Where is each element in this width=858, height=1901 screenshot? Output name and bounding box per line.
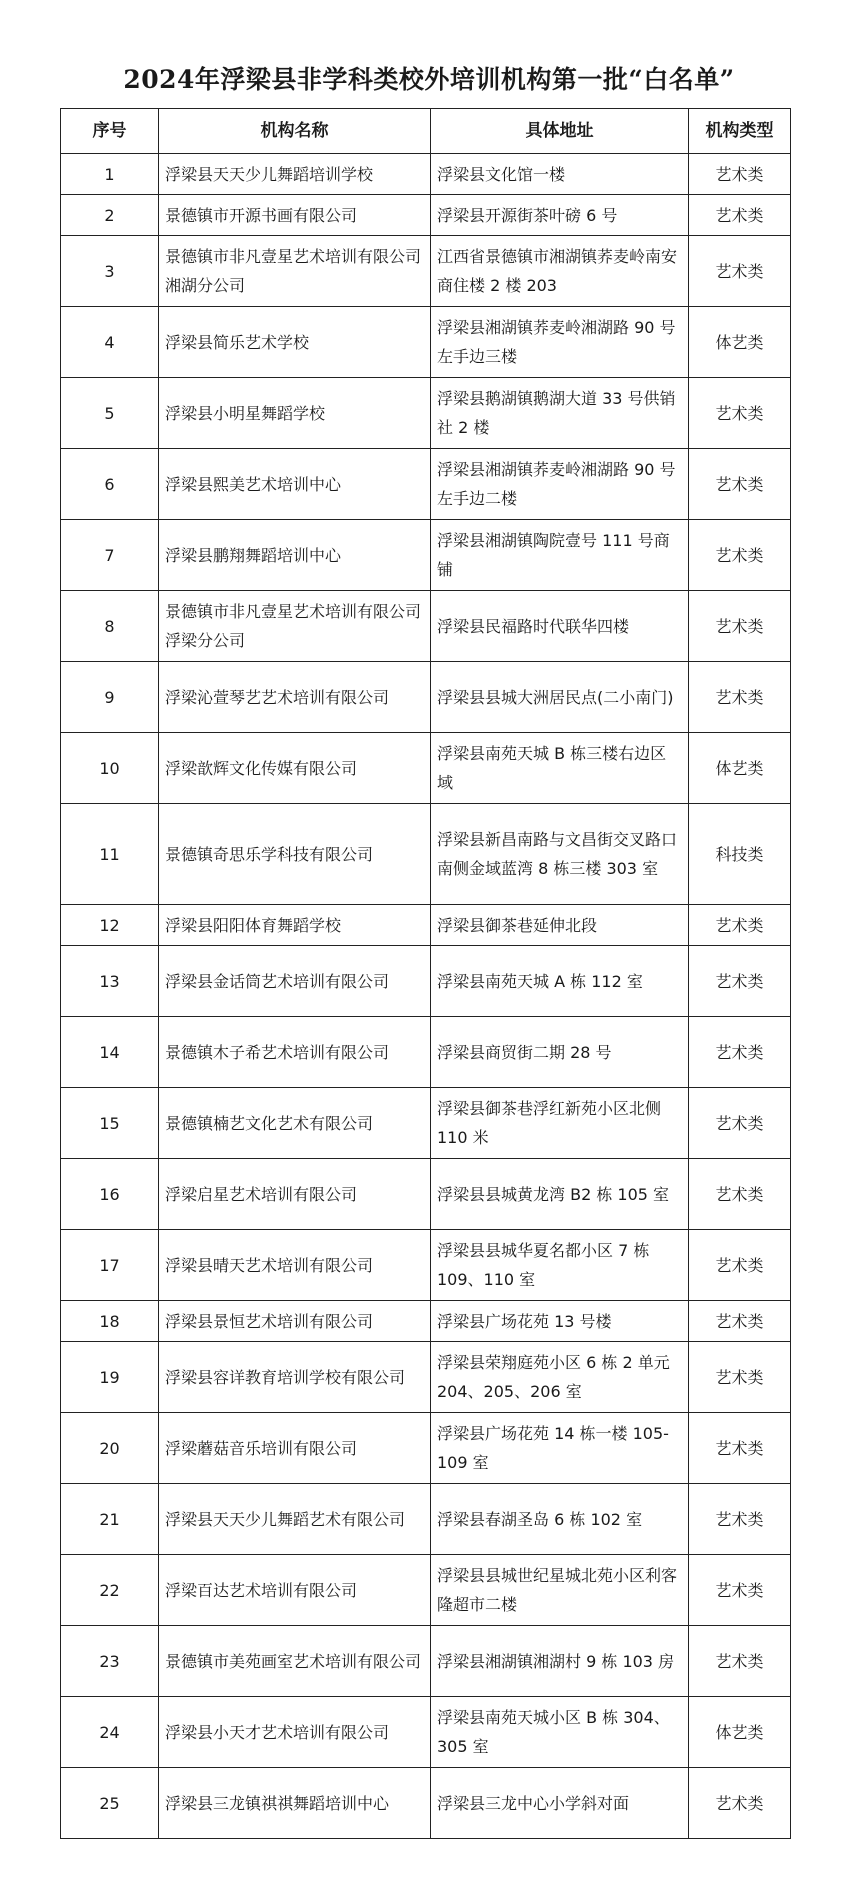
cell-type: 艺术类 <box>689 195 791 236</box>
cell-address: 浮梁县御茶巷延伸北段 <box>431 905 689 946</box>
cell-address: 浮梁县县城大洲居民点(二小南门) <box>431 662 689 733</box>
cell-name: 景德镇木子希艺术培训有限公司 <box>159 1017 431 1088</box>
cell-address: 浮梁县县城黄龙湾 B2 栋 105 室 <box>431 1159 689 1230</box>
cell-name: 景德镇市非凡壹星艺术培训有限公司湘湖分公司 <box>159 236 431 307</box>
table-row <box>61 733 791 804</box>
cell-name: 浮梁县简乐艺术学校 <box>159 307 431 378</box>
cell-number: 1 <box>61 154 159 195</box>
table-row <box>61 236 791 307</box>
cell-name: 浮梁县小明星舞蹈学校 <box>159 378 431 449</box>
cell-number: 19 <box>61 1342 159 1413</box>
cell-name: 浮梁县金话筒艺术培训有限公司 <box>159 946 431 1017</box>
table-body <box>61 154 791 1839</box>
cell-type: 艺术类 <box>689 154 791 195</box>
cell-address: 浮梁县春湖圣岛 6 栋 102 室 <box>431 1484 689 1555</box>
cell-name: 景德镇市美苑画室艺术培训有限公司 <box>159 1626 431 1697</box>
cell-number: 15 <box>61 1088 159 1159</box>
cell-number: 17 <box>61 1230 159 1301</box>
cell-type: 艺术类 <box>689 1230 791 1301</box>
cell-address: 浮梁县南苑天城 B 栋三楼右边区域 <box>431 733 689 804</box>
cell-name: 浮梁县熙美艺术培训中心 <box>159 449 431 520</box>
table-row <box>61 307 791 378</box>
whitelist-table <box>60 108 791 1839</box>
cell-number: 24 <box>61 1697 159 1768</box>
table-row <box>61 154 791 195</box>
cell-address: 浮梁县南苑天城 A 栋 112 室 <box>431 946 689 1017</box>
table-row <box>61 662 791 733</box>
table-row <box>61 1159 791 1230</box>
table-row <box>61 1626 791 1697</box>
cell-type: 艺术类 <box>689 1088 791 1159</box>
table-row <box>61 804 791 905</box>
table-row <box>61 1697 791 1768</box>
table-row <box>61 1088 791 1159</box>
cell-number: 13 <box>61 946 159 1017</box>
table-row <box>61 946 791 1017</box>
cell-name: 浮梁县三龙镇祺祺舞蹈培训中心 <box>159 1768 431 1839</box>
header-institution-name: 机构名称 <box>159 109 431 154</box>
cell-name: 浮梁县晴天艺术培训有限公司 <box>159 1230 431 1301</box>
cell-address: 浮梁县商贸街二期 28 号 <box>431 1017 689 1088</box>
header-number: 序号 <box>61 109 159 154</box>
cell-address: 浮梁县广场花苑 13 号楼 <box>431 1301 689 1342</box>
cell-number: 3 <box>61 236 159 307</box>
cell-type: 艺术类 <box>689 1413 791 1484</box>
cell-number: 14 <box>61 1017 159 1088</box>
cell-type: 艺术类 <box>689 1484 791 1555</box>
cell-type: 科技类 <box>689 804 791 905</box>
cell-address: 浮梁县湘湖镇荞麦岭湘湖路 90 号左手边三楼 <box>431 307 689 378</box>
table-row <box>61 195 791 236</box>
cell-name: 浮梁县鹏翔舞蹈培训中心 <box>159 520 431 591</box>
cell-name: 景德镇市非凡壹星艺术培训有限公司浮梁分公司 <box>159 591 431 662</box>
table-row <box>61 520 791 591</box>
cell-address: 浮梁县开源街茶叶磅 6 号 <box>431 195 689 236</box>
cell-type: 艺术类 <box>689 1342 791 1413</box>
cell-name: 浮梁县阳阳体育舞蹈学校 <box>159 905 431 946</box>
cell-type: 艺术类 <box>689 1301 791 1342</box>
page-title: 2024年浮梁县非学科类校外培训机构第一批“白名单” <box>123 65 735 94</box>
cell-type: 艺术类 <box>689 905 791 946</box>
table-row <box>61 591 791 662</box>
cell-type: 体艺类 <box>689 307 791 378</box>
cell-type: 艺术类 <box>689 1555 791 1626</box>
cell-name: 浮梁县容详教育培训学校有限公司 <box>159 1342 431 1413</box>
table-row <box>61 1301 791 1342</box>
cell-number: 21 <box>61 1484 159 1555</box>
table-row <box>61 905 791 946</box>
cell-name: 浮梁县小天才艺术培训有限公司 <box>159 1697 431 1768</box>
cell-address: 浮梁县湘湖镇湘湖村 9 栋 103 房 <box>431 1626 689 1697</box>
cell-type: 艺术类 <box>689 1768 791 1839</box>
table-row <box>61 1768 791 1839</box>
cell-number: 6 <box>61 449 159 520</box>
cell-type: 体艺类 <box>689 733 791 804</box>
table-row <box>61 1555 791 1626</box>
cell-number: 18 <box>61 1301 159 1342</box>
table-row <box>61 449 791 520</box>
cell-number: 25 <box>61 1768 159 1839</box>
cell-number: 4 <box>61 307 159 378</box>
cell-type: 艺术类 <box>689 236 791 307</box>
cell-type: 艺术类 <box>689 1626 791 1697</box>
table-row <box>61 378 791 449</box>
cell-type: 艺术类 <box>689 449 791 520</box>
cell-number: 16 <box>61 1159 159 1230</box>
cell-address: 浮梁县御茶巷浮红新苑小区北侧 110 米 <box>431 1088 689 1159</box>
table-row <box>61 1484 791 1555</box>
cell-address: 浮梁县湘湖镇陶院壹号 111 号商铺 <box>431 520 689 591</box>
cell-address: 浮梁县民福路时代联华四楼 <box>431 591 689 662</box>
cell-address: 浮梁县县城世纪星城北苑小区利客隆超市二楼 <box>431 1555 689 1626</box>
cell-name: 浮梁沁萱琴艺艺术培训有限公司 <box>159 662 431 733</box>
cell-address: 浮梁县县城华夏名都小区 7 栋 109、110 室 <box>431 1230 689 1301</box>
table-row <box>61 1230 791 1301</box>
cell-address: 浮梁县鹅湖镇鹅湖大道 33 号供销社 2 楼 <box>431 378 689 449</box>
table-row <box>61 1413 791 1484</box>
cell-number: 20 <box>61 1413 159 1484</box>
cell-name: 浮梁县天天少儿舞蹈培训学校 <box>159 154 431 195</box>
cell-number: 22 <box>61 1555 159 1626</box>
cell-type: 体艺类 <box>689 1697 791 1768</box>
cell-number: 23 <box>61 1626 159 1697</box>
cell-type: 艺术类 <box>689 662 791 733</box>
cell-address: 浮梁县文化馆一楼 <box>431 154 689 195</box>
cell-address: 浮梁县三龙中心小学斜对面 <box>431 1768 689 1839</box>
cell-address: 江西省景德镇市湘湖镇荞麦岭南安商住楼 2 楼 203 <box>431 236 689 307</box>
cell-name: 景德镇奇思乐学科技有限公司 <box>159 804 431 905</box>
header-institution-type: 机构类型 <box>689 109 791 154</box>
cell-address: 浮梁县荣翔庭苑小区 6 栋 2 单元 204、205、206 室 <box>431 1342 689 1413</box>
cell-number: 8 <box>61 591 159 662</box>
cell-type: 艺术类 <box>689 1159 791 1230</box>
cell-type: 艺术类 <box>689 520 791 591</box>
cell-number: 11 <box>61 804 159 905</box>
cell-number: 5 <box>61 378 159 449</box>
cell-type: 艺术类 <box>689 591 791 662</box>
cell-name: 景德镇楠艺文化艺术有限公司 <box>159 1088 431 1159</box>
cell-number: 7 <box>61 520 159 591</box>
cell-name: 景德镇市开源书画有限公司 <box>159 195 431 236</box>
cell-name: 浮梁启星艺术培训有限公司 <box>159 1159 431 1230</box>
cell-number: 9 <box>61 662 159 733</box>
cell-type: 艺术类 <box>689 378 791 449</box>
cell-address: 浮梁县南苑天城小区 B 栋 304、305 室 <box>431 1697 689 1768</box>
cell-number: 12 <box>61 905 159 946</box>
cell-name: 浮梁县天天少儿舞蹈艺术有限公司 <box>159 1484 431 1555</box>
cell-name: 浮梁蘑菇音乐培训有限公司 <box>159 1413 431 1484</box>
table-header-row <box>61 109 791 154</box>
cell-type: 艺术类 <box>689 946 791 1017</box>
table-row <box>61 1342 791 1413</box>
cell-name: 浮梁歆辉文化传媒有限公司 <box>159 733 431 804</box>
cell-address: 浮梁县湘湖镇荞麦岭湘湖路 90 号左手边二楼 <box>431 449 689 520</box>
cell-address: 浮梁县广场花苑 14 栋一楼 105-109 室 <box>431 1413 689 1484</box>
cell-name: 浮梁县景恒艺术培训有限公司 <box>159 1301 431 1342</box>
cell-name: 浮梁百达艺术培训有限公司 <box>159 1555 431 1626</box>
header-address: 具体地址 <box>431 109 689 154</box>
cell-type: 艺术类 <box>689 1017 791 1088</box>
cell-address: 浮梁县新昌南路与文昌街交叉路口南侧金域蓝湾 8 栋三楼 303 室 <box>431 804 689 905</box>
cell-number: 2 <box>61 195 159 236</box>
cell-number: 10 <box>61 733 159 804</box>
table-row <box>61 1017 791 1088</box>
